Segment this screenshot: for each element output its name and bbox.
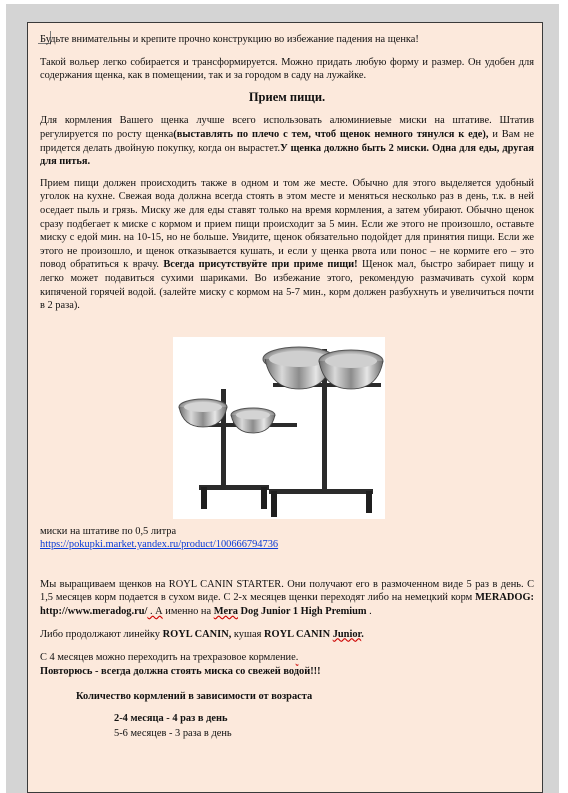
feed-text-d: именно на xyxy=(162,606,214,618)
feed-text-c: . А xyxy=(147,606,163,618)
royal-text-a: Либо продолжают линейку xyxy=(40,628,163,640)
bowls-text-d: У щенка должно быть 2 миски. Одна для еды, другая для питья. xyxy=(40,142,534,168)
feed-text-g: . xyxy=(366,606,372,618)
schedule-list-text: 5-6 месяцев - 3 раза в день xyxy=(114,727,232,739)
paragraph-three-meals xyxy=(40,651,534,665)
product-link[interactable]: https://pokupki.market.yandex.ru/product/100666794736 xyxy=(40,539,279,551)
schedule-list-item xyxy=(84,727,534,741)
feeding-text-b: Всегда присутствуйте при приме пищи! xyxy=(163,259,358,271)
royal-text-b: ROYL CANIN, xyxy=(162,628,232,640)
enclosure-text: Такой вольер легко собирается и трансформируется. Можно придать любую форму и размер. Он удобен для содержания щенка, как в помещении, так и за городом в саду на лужайке. xyxy=(40,56,534,82)
paragraph-bowls xyxy=(40,114,534,168)
schedule-list-item xyxy=(84,712,534,726)
fresh-water-text: Повторюсь - всегда должна стоять миска со свежей водой!!! xyxy=(40,665,321,677)
royal-text-e: Junior xyxy=(332,628,362,640)
feeding-schedule-title: Количество кормлений в зависимости от возраста xyxy=(76,691,313,703)
royal-text-f: . xyxy=(361,628,364,640)
document-page xyxy=(27,22,543,793)
paragraph-feed-brand xyxy=(40,578,534,619)
feeding-schedule-list xyxy=(40,712,534,740)
document-content xyxy=(40,33,534,741)
feeding-text-c: Щенок мал, быстро забирает пищу и легко может подавиться сухими шариками. Во избежание этого, рекомендую размачивать сухой корм кипяченой горячей водой. (залейте миску с кормом на 5-7 мин., корм должен разбухнуть и увеличиться почти в 2 раза). xyxy=(40,259,534,312)
warning-text: Будьте внимательны и крепите прочно конструкцию во избежание падения на щенка! xyxy=(40,34,419,45)
paragraph-feeding-place xyxy=(40,177,534,313)
feeding-text-a: Прием пищи должен происходить также в одном и том же месте. Обычно для этого выделяется удобный уголок на кухне. Свежая вода должна всегда стоять в этом месте и меняться несколько раз в день, т.к. в ней оседает пыль и грязь. Миску же для еды ставят только на время кормления, а затем убирают. Обычно щенок сразу подбегает к миске с кормом и прием пищи происходит за 5 мин. Если же этого не произошло, оставьте миску с едой мин. на 10-15, но не больше. Увидите, щенок обязательно подойдет для принятия пищи. Если же этого не произошло, и щенок отказывается кушать, и если у щенка рвота или понос – не кормите его – это повод обратиться к врачу. xyxy=(40,177,534,271)
bowls-on-stand-photo xyxy=(173,337,385,519)
photo-caption xyxy=(40,525,534,552)
royal-text-c: кушая xyxy=(231,628,264,640)
feed-text-f: Dog Junior 1 High Premium xyxy=(237,606,367,618)
heading-food-intake: Прием пищи. xyxy=(248,89,326,104)
bowls-text-c: и Вам не придется делать двойную покупку, когда он вырастет. xyxy=(40,128,534,154)
paragraph-royal-canin xyxy=(40,628,534,642)
bowls-text-a: Для кормления Вашего щенка лучше всего использовать алюминиевые миски на штативе. Штатив регулируется по росту щенка xyxy=(40,115,534,140)
caption-text: миски на штативе по 0,5 литра xyxy=(40,525,177,537)
paragraph-fresh-water xyxy=(40,665,534,679)
feed-text-a: Мы выращиваем щенков на ROYL CANIN STARTER. Они получают его в размоченном виде 5 раз в день. С 1,5 месяцев корм подается в сухом виде. С 2-х месяцев щенки переходят либо на немецкий корм xyxy=(40,578,534,604)
paragraph-enclosure xyxy=(40,56,534,83)
feed-text-e: Mera xyxy=(213,606,238,618)
meals-text-b: . xyxy=(295,652,299,664)
paragraph-warning xyxy=(40,33,534,47)
schedule-list-text: 2-4 месяца - 4 раз в день xyxy=(114,713,228,725)
meradog-link[interactable]: MERADOG: http://www.meradog.ru/ xyxy=(40,592,534,618)
meals-text-a: С 4 месяцев можно переходить на трехразовое кормление xyxy=(40,652,296,664)
royal-text-d: ROYL CANIN xyxy=(264,628,333,640)
bowls-text-b: (выставлять по плечо с тем, чтоб щенок немного тянулся к еде), xyxy=(173,128,489,140)
